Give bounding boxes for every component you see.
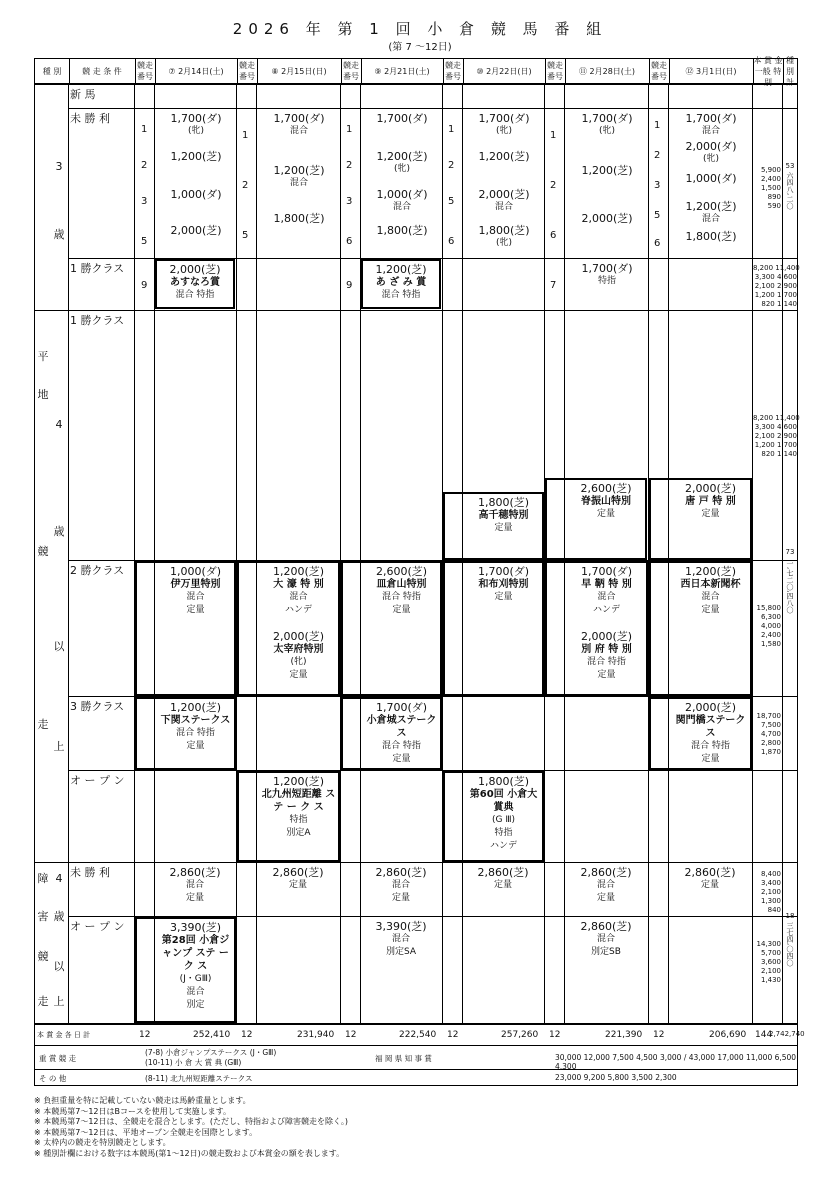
- type-gai: 害: [37, 910, 49, 923]
- jcond-open: オ ー プ ン: [70, 920, 125, 933]
- page-subtitle: (第 7 ～12日): [388, 42, 452, 53]
- race-cell: 1,700(ダ) 混合: [685, 112, 737, 136]
- header-prize: 本 賞 金 一般 特別: [753, 55, 783, 87]
- cond-1win-4: 1 勝クラス: [70, 314, 125, 327]
- type-kyo: 競: [37, 545, 49, 558]
- race-takachiho: 1,800(芝) 高千穂特別 定量: [443, 492, 544, 560]
- cond-2win: 2 勝クラス: [70, 564, 125, 577]
- race-cell: 1,200(芝): [170, 150, 222, 163]
- race-cell: 2,860(芝) 定量: [684, 866, 736, 890]
- side-total: 18: [785, 912, 795, 920]
- header-condition: 競 走 条 件: [69, 59, 136, 83]
- type-chi: 地: [37, 388, 49, 401]
- side-total: 53: [785, 162, 795, 170]
- race-cell: 1,800(芝): [685, 230, 737, 243]
- race-cell: 2,000(芝): [581, 212, 633, 225]
- race-azami: 1,200(芝) あ ざ み 賞 混合 特指: [361, 259, 441, 309]
- race-cell: 1,700(ダ): [376, 112, 428, 125]
- header-race-no: 競走番号: [135, 59, 156, 83]
- race-cell: 1,700(ダ) (牝): [581, 112, 633, 136]
- race-karato: 2,000(芝) 唐 戸 特 別 定量: [649, 478, 752, 560]
- totals-row: 本 賞 金 各 日 計 12 252,410 12 231,940 12 222,540 12 257,260 12 221,390 12 206,690 144 2,742,740: [34, 1024, 798, 1046]
- table-header: [34, 55, 798, 87]
- jage-jo: 上: [53, 995, 65, 1008]
- age-3-sai: 歳: [53, 228, 65, 241]
- race-cell: 1,000(ダ): [685, 172, 737, 185]
- header-race-no: 競走番号: [545, 59, 566, 83]
- page-title: 2026 年 第 1 回 小 倉 競 馬 番 組: [232, 20, 608, 38]
- race-cell: 3,390(芝) 混合 別定SA: [375, 920, 427, 957]
- header-race-no: 競走番号: [237, 59, 258, 83]
- cond-open: オ ー プ ン: [70, 774, 125, 787]
- age-4: 4: [55, 418, 63, 431]
- header-day12: ⑫ 3月1日(日): [669, 59, 754, 83]
- side-total: 73: [785, 548, 795, 556]
- race-cell: 1,700(ダ) (牝): [478, 112, 530, 136]
- race-cell: 1,700(ダ) 特指: [581, 262, 633, 286]
- prize-list: 8,200 11,400 3,300 4,600 2,100 2,900 1,200 1,700 820 1,140: [753, 264, 800, 308]
- race-kokurajo: 1,700(ダ) 小倉城ステークス 混合 特指 定量: [341, 697, 442, 770]
- type-so2: 走: [37, 995, 49, 1008]
- race-kanmon: 2,000(芝) 関門橋ステークス 混合 特指 定量: [649, 697, 752, 770]
- race-cell: 1,200(芝) 混合: [273, 164, 325, 188]
- jcond-mishori: 未 勝 利: [70, 866, 110, 879]
- header-race-no: 競走番号: [443, 59, 464, 83]
- jage-ijo: 以: [53, 960, 65, 973]
- header-subtotal: 種別計: [786, 55, 794, 87]
- race-cell: 1,200(芝): [581, 164, 633, 177]
- race-cell: 2,860(芝) 混合 定量: [169, 866, 221, 903]
- header-race-no: 競走番号: [649, 59, 670, 83]
- race-mekari: 1,700(ダ) 和布刈特別 定量: [443, 561, 544, 696]
- prize-list: 5,900 2,400 1,500 890 590: [760, 166, 781, 210]
- race-shimonoseki: 1,200(芝) 下関ステークス 混合 特指 定量: [135, 697, 236, 770]
- race-kokura-jump: 3,390(芝) 第28回 小倉ジャンプ ステ ー ク ス (J・GⅢ) 混合 別定: [135, 917, 236, 1023]
- jage-sai: 歳: [53, 910, 65, 923]
- prize-list: 15,800 6,300 4,000 2,400 1,580: [756, 604, 781, 648]
- race-nishinihon: 1,200(芝) 西日本新聞杯 混合 定量: [649, 561, 752, 696]
- side-total: 六四八,二〇: [786, 172, 794, 210]
- race-sarakura: 2,600(芝) 皿倉山特別 混合 特指 定量: [341, 561, 442, 696]
- type-kyo2: 競: [37, 950, 49, 963]
- race-cell: 1,200(芝) (牝): [376, 150, 428, 174]
- race-seburi: 2,600(芝) 脊振山特別 定量: [545, 478, 647, 560]
- race-cell: 1,200(芝) 混合: [685, 200, 737, 224]
- race-ohori: 1,200(芝) 大 濠 特 別 混合 ハンデ 2,000(芝) 太宰府特別 (牝) 定量: [237, 561, 340, 696]
- race-cell: 2,860(芝) 定量: [272, 866, 324, 890]
- side-total: 三七四,〇四〇: [786, 922, 794, 967]
- cond-3win: 3 勝クラス: [70, 700, 125, 713]
- prize-list: 14,300 5,700 3,600 2,100 1,430: [756, 940, 781, 984]
- prize-list: 8,200 11,400 3,300 4,600 2,100 2,900 1,200 1,700 820 1,140: [753, 414, 800, 458]
- race-cell: 1,800(芝) (牝): [478, 224, 530, 248]
- race-cell: 2,000(芝): [170, 224, 222, 237]
- prize-list: 18,700 7,500 4,700 2,800 1,870: [756, 712, 781, 756]
- age-4-sai: 歳: [53, 525, 65, 538]
- type-so: 走: [37, 718, 49, 731]
- race-cell: 1,800(芝): [273, 212, 325, 225]
- age-ijo: 以: [53, 640, 65, 653]
- race-kokura-daishoten: 1,800(芝) 第60回 小倉大賞典 (G Ⅲ) 特指 ハンデ: [443, 771, 544, 862]
- race-cell: 2,860(芝) 混合 別定SB: [580, 920, 632, 957]
- age-jo: 上: [53, 740, 65, 753]
- header-day11: ⑪ 2月28日(土): [565, 59, 650, 83]
- type-hei: 平: [37, 350, 49, 363]
- race-cell: 1,700(ダ) (牝): [170, 112, 222, 136]
- race-cell: 1,800(芝): [376, 224, 428, 237]
- header-type: 種 別: [35, 59, 70, 83]
- race-hayatomo: 1,700(ダ) 早 鞆 特 別 混合 ハンデ 2,000(芝) 別 府 特 別 混合 特指 定量: [545, 561, 648, 696]
- notes: ※ 負担重量を特に記載していない競走は馬齢重量とします。 ※ 本競馬第7～12日はBコースを使用して実施します。 ※ 本競馬第7～12日は、全競走を混合とします。(ただし、特指および障害競走を除く。) ※ 本競馬第7～12日は、平地オープン全競走を国際とします。 ※ 太枠内の競走を特別競走とします。 ※ 種別計欄における数字は本競馬(第1～12日)の競走数および本賞金の額を表します。: [34, 1096, 348, 1158]
- header-day9: ⑨ 2月21日(土): [361, 59, 444, 83]
- age-3: 3: [55, 160, 63, 173]
- footer-grade-row: 重 賞 競 走 (7-8) 小倉ジャンプステークス (J・GⅢ) (10-11) 小 倉 大 賞 典 (GⅢ) 福 岡 県 知 事 賞 30,000 12,000 7,500 4,500 3,000 / 43,000 17,000 11,000 6,500 4,300: [34, 1046, 798, 1070]
- cond-mishori: 未 勝 利: [70, 112, 110, 125]
- race-kitakyushu: 1,200(芝) 北九州短距離 ステ ー ク ス 特指 別定A: [237, 771, 340, 862]
- race-imari: 1,000(ダ) 伊万里特別 混合 定量: [135, 561, 236, 696]
- jage-4: 4: [55, 872, 63, 885]
- race-cell: 1,000(ダ) 混合: [376, 188, 428, 212]
- race-cell: 2,860(芝) 混合 定量: [580, 866, 632, 903]
- type-sho: 障: [37, 872, 49, 885]
- header-day7: ⑦ 2月14日(土): [155, 59, 238, 83]
- race-asunaro: 2,000(芝) あすなろ賞 混合 特指: [155, 259, 235, 309]
- cond-1win-3: 1 勝クラス: [70, 262, 125, 275]
- header-race-no: 競走番号: [341, 59, 362, 83]
- race-cell: 1,700(ダ) 混合: [273, 112, 325, 136]
- race-cell: 2,860(芝) 混合 定量: [375, 866, 427, 903]
- footer-other-row: そ の 他 (8-11) 北九州短距離ステークス 23,000 9,200 5,800 3,500 2,300: [34, 1070, 798, 1086]
- race-cell: 2,860(芝) 定量: [477, 866, 529, 890]
- race-cell: 1,200(芝): [478, 150, 530, 163]
- header-day8: ⑧ 2月15日(日): [257, 59, 342, 83]
- side-total: 一,七二〇,四八〇: [786, 560, 794, 614]
- totals-label: 本 賞 金 各 日 計: [37, 1031, 91, 1039]
- header-day10: ⑩ 2月22日(日): [463, 59, 546, 83]
- prize-list: 8,400 3,400 2,100 1,300 840: [760, 870, 781, 914]
- race-cell: 2,000(ダ) (牝): [685, 140, 737, 164]
- race-cell: 1,000(ダ): [170, 188, 222, 201]
- cond-shinba: 新 馬: [70, 88, 96, 101]
- race-cell: 2,000(芝) 混合: [478, 188, 530, 212]
